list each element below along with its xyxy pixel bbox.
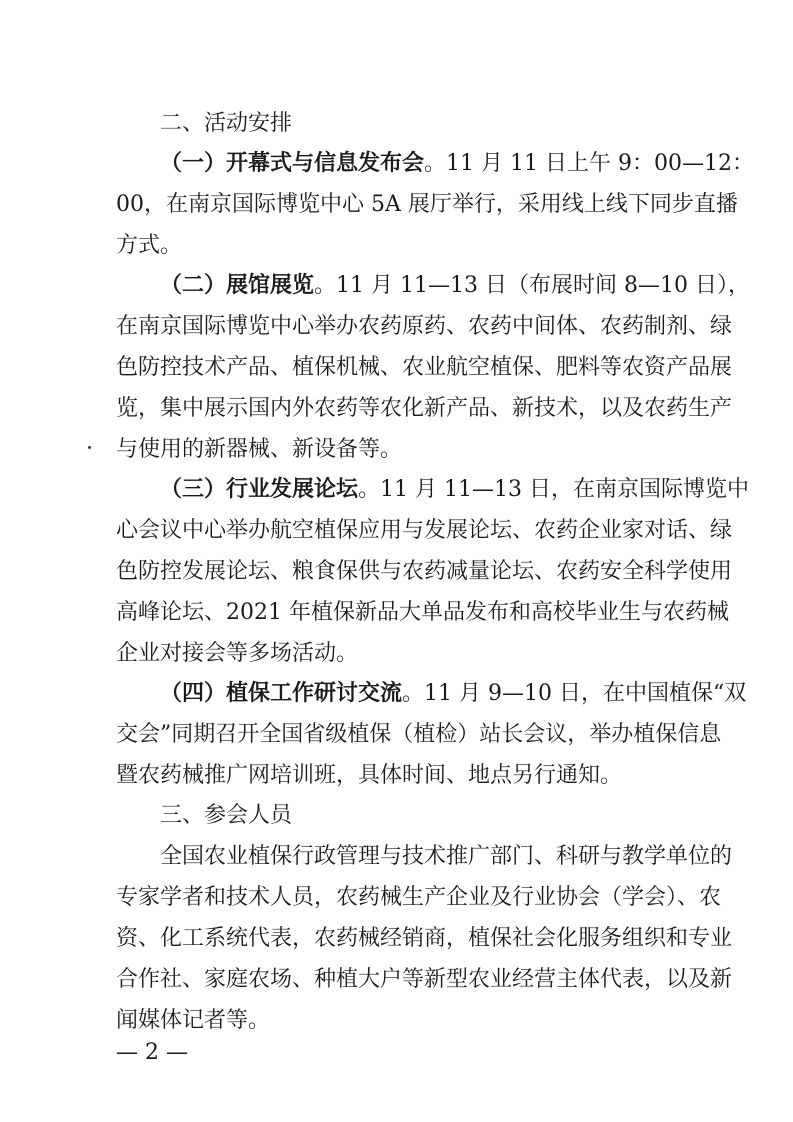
paragraph-line: 在南京国际博览中心举办农药原药、农药中间体、农药制剂、绿 [116,314,733,339]
paragraph-line: （三）行业发展论坛。11 月 11—13 日，在南京国际博览中 [160,477,749,502]
paragraph-line: （四）植保工作研讨交流。11 月 9—10 日，在中国植保“双 [160,681,747,706]
section-heading-participants: 三、参会人员 [160,803,293,828]
paragraph-line: （二）展馆展览。11 月 11—13 日（布展时间 8—10 日）， [160,273,750,298]
paragraph-line: 色防控发展论坛、粮食保供与农药减量论坛、农药安全科学使用 [116,559,733,584]
paragraph-line: 专家学者和技术人员，农药械生产企业及行业协会（学会）、农 [116,885,722,910]
item-title: （三）行业发展论坛 [160,477,359,502]
paragraph-line: 方式。 [116,233,183,258]
paragraph-line: 交会”同期召开全国省级植保（植检）站长会议，举办植保信息 [116,722,722,747]
paragraph-line: 色防控技术产品、植保机械、农业航空植保、肥料等农资产品展 [116,355,733,380]
paragraph-line: 览，集中展示国内外农药等农化新产品、新技术，以及农药生产 [116,396,733,421]
item-title: （四）植保工作研讨交流 [160,681,403,706]
item-title: （一）开幕式与信息发布会 [160,151,425,176]
paragraph-line: 闻媒体记者等。 [116,1008,271,1033]
paragraph-line: 企业对接会等多场活动。 [116,641,359,666]
item-title: （二）展馆展览 [160,273,315,298]
paragraph-line: 合作社、家庭农场、种植大户等新型农业经营主体代表，以及新 [116,967,733,992]
paragraph-line: 00，在南京国际博览中心 5A 展厅举行，采用线上线下同步直播 [116,192,738,217]
paragraph-line: 资、化工系统代表，农药械经销商，植保社会化服务组织和专业 [116,926,733,951]
section-heading-activities: 二、活动安排 [160,111,293,136]
paragraph-line: （一）开幕式与信息发布会。11 月 11 日上午 9：00—12： [160,151,754,176]
paragraph-line: 全国农业植保行政管理与技术推广部门、科研与教学单位的 [160,844,733,869]
paragraph-line: 暨农药械推广网培训班，具体时间、地点另行通知。 [116,763,623,788]
paragraph-line: 心会议中心举办航空植保应用与发展论坛、农药企业家对话、绿 [116,518,733,543]
paragraph-line: 高峰论坛、2021 年植保新品大单品发布和高校毕业生与农药械 [116,600,729,625]
paragraph-line: 与使用的新器械、新设备等。 [116,437,403,462]
scan-dot-mark [88,446,91,449]
page-number: — 2 — [116,1040,188,1065]
